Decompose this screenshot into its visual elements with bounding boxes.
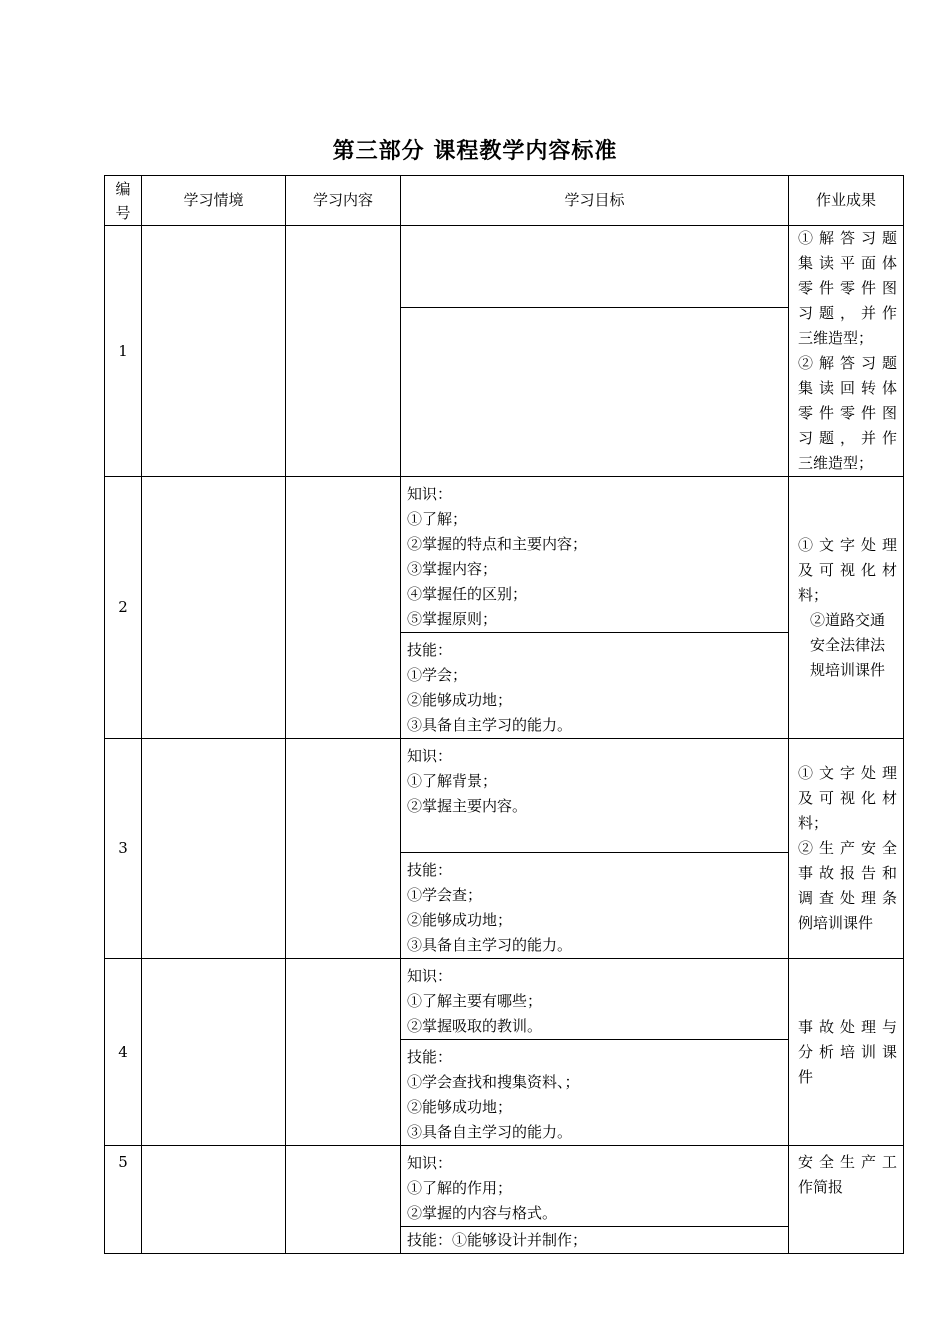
table-row (105, 477, 904, 633)
row-skill: 技能：①能够设计并制作； (401, 1227, 789, 1254)
row-number: 5 (105, 1146, 142, 1254)
row-knowledge: 知识： ①了解主要有哪些； ②掌握吸取的教训。 (401, 959, 789, 1040)
header-number: 编 号 (105, 176, 142, 226)
header-scenario: 学习情境 (142, 176, 286, 226)
row-content (286, 477, 401, 739)
row-skill: 技能： ①学会查； ②能够成功地； ③具备自主学习的能力。 (401, 853, 789, 959)
table-row (105, 739, 904, 853)
row-knowledge: 知识： ①了解； ②掌握的特点和主要内容； ③掌握内容； ④掌握任的区别； ⑤掌握原则； (401, 477, 789, 633)
row-number: 4 (105, 959, 142, 1146)
table-row (105, 959, 904, 1040)
row-skill: 技能： ①学会； ②能够成功地； ③具备自主学习的能力。 (401, 633, 789, 739)
row-result: ①文字处理 及可视化材 料； ②道路交通 安全法律法 规培训课件 (789, 477, 904, 739)
row-scenario (142, 739, 286, 959)
table-row (105, 226, 904, 308)
header-goal: 学习目标 (401, 176, 789, 226)
page-title: 第三部分 课程教学内容标准 (332, 139, 618, 164)
table-header-row (105, 176, 904, 226)
row-scenario (142, 959, 286, 1146)
row-scenario (142, 1146, 286, 1254)
row-content (286, 1146, 401, 1254)
row-scenario (142, 226, 286, 477)
table-row (105, 1146, 904, 1227)
row-knowledge: 知识： ①了解的作用； ②掌握的内容与格式。 (401, 1146, 789, 1227)
course-content-table (104, 175, 904, 1254)
row-skill: 技能： ①学会查找和搜集资料、； ②能够成功地； ③具备自主学习的能力。 (401, 1040, 789, 1146)
row-result: ①文字处理 及可视化材 料； ②生产安全 事故报告和 调查处理条 例培训课件 (789, 739, 904, 959)
row-knowledge: 知识： ①了解背景； ②掌握主要内容。 (401, 739, 789, 853)
row-skill (401, 307, 789, 476)
row-content (286, 739, 401, 959)
row-content (286, 959, 401, 1146)
row-number: 2 (105, 477, 142, 739)
row-number: 1 (105, 226, 142, 477)
row-result: 事故处理与 分析培训课 件 (789, 959, 904, 1146)
row-knowledge (401, 226, 789, 308)
row-result: 安全生产工 作简报 (789, 1146, 904, 1254)
header-content: 学习内容 (286, 176, 401, 226)
row-number: 3 (105, 739, 142, 959)
row-scenario (142, 477, 286, 739)
row-result: ①解答习题 集读平面体 零件零件图 习题，并作 三维造型； ②解答习题 集读回转体 零件零件图 习题，并作 三维造型； (789, 226, 904, 477)
header-result: 作业成果 (789, 176, 904, 226)
row-content (286, 226, 401, 477)
